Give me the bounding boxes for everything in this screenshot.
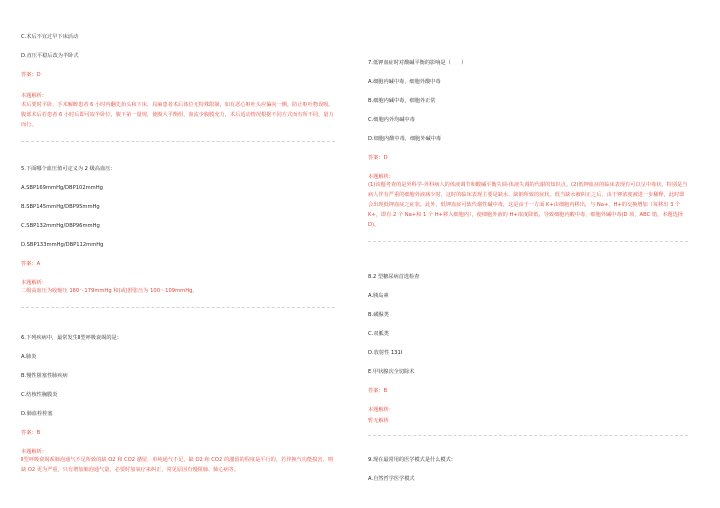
divider: [21, 141, 335, 142]
question-7-option-b: B.细胞内碱中毒，细胞外正常: [368, 98, 436, 104]
question-7-explanation-body: (1)该题考查的是外科学-外科病人的体液调节和酸碱平衡失调-体液失调的代谢的知识点。(2)低钾血症的临床表现有可以呈中毒状，特别是当病人伴有严重的细胞外液减少时，这时的临床表现主要是缺水、缺钠所致的症状。低当缺水被纠正之后，由于钾浓度被进一步稀释，此时即会出现低钾血症之症状。此外，低钾血症可致代谢性碱中毒，这是由于一方面 K+由细胞内移出，与 Na+、H+的交换增加（每移出 3 个 K+，即有 2 个 Na+和 1 个 H+移入细胞内），使细胞外液的 H+浓度降低，导致细胞内酸中毒，细胞外碱中毒(D 项，ABC 错，本题选择 D)。: [368, 182, 688, 228]
question-6-option-b: B.慢性阻塞性肺疾病: [21, 373, 68, 379]
question-7-option-c: C.细胞内外均碱中毒: [368, 117, 415, 123]
divider: [21, 307, 335, 308]
question-6: 6.下列疾病中，最常发生Ⅱ型呼吸衰竭的是：: [21, 335, 122, 341]
question-8-explanation-heading: 本题解析：: [368, 407, 394, 413]
question-8-option-d: D.放射性 131I: [368, 350, 403, 356]
question-8-option-c: C.双胍类: [368, 331, 389, 337]
explanation-body: 术后要时平卧，手术解醉患者 6 小时内翻先抬头和下床，局麻患者术后体位无特殊限制，如有恶心呕吐头应偏向一侧，防止呕吐物误吸。腹部术后若患者 6 小时后即可取半卧位，腹下第一量规，使腹大平衡组，血流少腹膜充力，术后适动情况根据不同方式而有所不同，量力而行。: [21, 102, 334, 128]
divider: [368, 241, 688, 242]
question-5-option-a: A.SBP169mmHg/DBP102mmHg: [21, 185, 103, 191]
question-5-option-b: B.SBP145mmHg/DBP95mmHg: [21, 204, 100, 210]
question-8-explanation-body: 暂无解析: [368, 418, 389, 424]
answer-label: 答案：D: [21, 72, 41, 78]
question-7: 7.低钾血症时对酸碱平衡的影响是（ ）: [368, 60, 467, 66]
option-d: D.直压平稳后改为半卧式: [21, 53, 79, 59]
question-8-option-b: B.磺脲类: [368, 312, 389, 318]
question-6-explanation-body: Ⅱ型呼吸衰竭系肺泡通气不足所致的缺 O2 和 CO2 潴留，单纯通气不足，缺 O2 和 CO2 的潴留的程度是平行的，若伴换气功能损害，则缺 O2 更为严重，只有增加肺泡通气量，必要时加氧疗来纠正，常见原因有慢阻肺、肺心病等。: [21, 457, 333, 473]
question-5-option-d: D.SBP133mmHg/DBP112mmHg: [21, 242, 104, 248]
question-5-explanation-heading: 本题解析：: [21, 280, 47, 286]
question-6-answer: 答案：B: [21, 430, 41, 436]
question-8-option-e: E.甲状腺次全切除术: [368, 369, 415, 375]
question-7-option-d: D.细胞内酸中毒，细胞外碱中毒: [368, 136, 442, 142]
question-8-answer: 答案：B: [368, 388, 388, 394]
question-6-option-a: A.肺炎: [21, 354, 37, 360]
question-6-option-c: C.结核性胸膜炎: [21, 392, 58, 398]
question-7-explanation-heading: 本题解析：: [368, 174, 394, 180]
question-5-option-c: C.SBP132mmHg/DBP96mmHg: [21, 223, 100, 229]
question-8: 8.2 型糖尿病首选检查: [368, 274, 420, 280]
explanation-heading: 本题解析：: [21, 93, 47, 99]
question-5: 5.下面哪个血压值可定义为 2 级高血压：: [21, 166, 116, 172]
question-6-explanation-heading: 本题解析：: [21, 449, 47, 455]
question-7-option-a: A.细胞内碱中毒，细胞外酸中毒: [368, 79, 441, 85]
question-5-answer: 答案：A: [21, 261, 41, 267]
question-5-explanation-body: 二级高血压为收缩压 160～179mmHg 和(或)舒张压为 100～109mmHg。: [21, 288, 198, 294]
option-c: C.术后不宜过早下床活动: [21, 34, 79, 40]
question-9: 9.现在最常用的医学模式是什么模式：: [368, 457, 456, 463]
question-7-answer: 答案：D: [368, 155, 388, 161]
question-8-option-a: A.胰岛素: [368, 293, 389, 299]
divider: [368, 435, 688, 436]
question-9-option-a: A.自然哲学医学模式: [368, 476, 415, 482]
question-6-option-d: D.肺血栓栓塞: [21, 411, 53, 417]
